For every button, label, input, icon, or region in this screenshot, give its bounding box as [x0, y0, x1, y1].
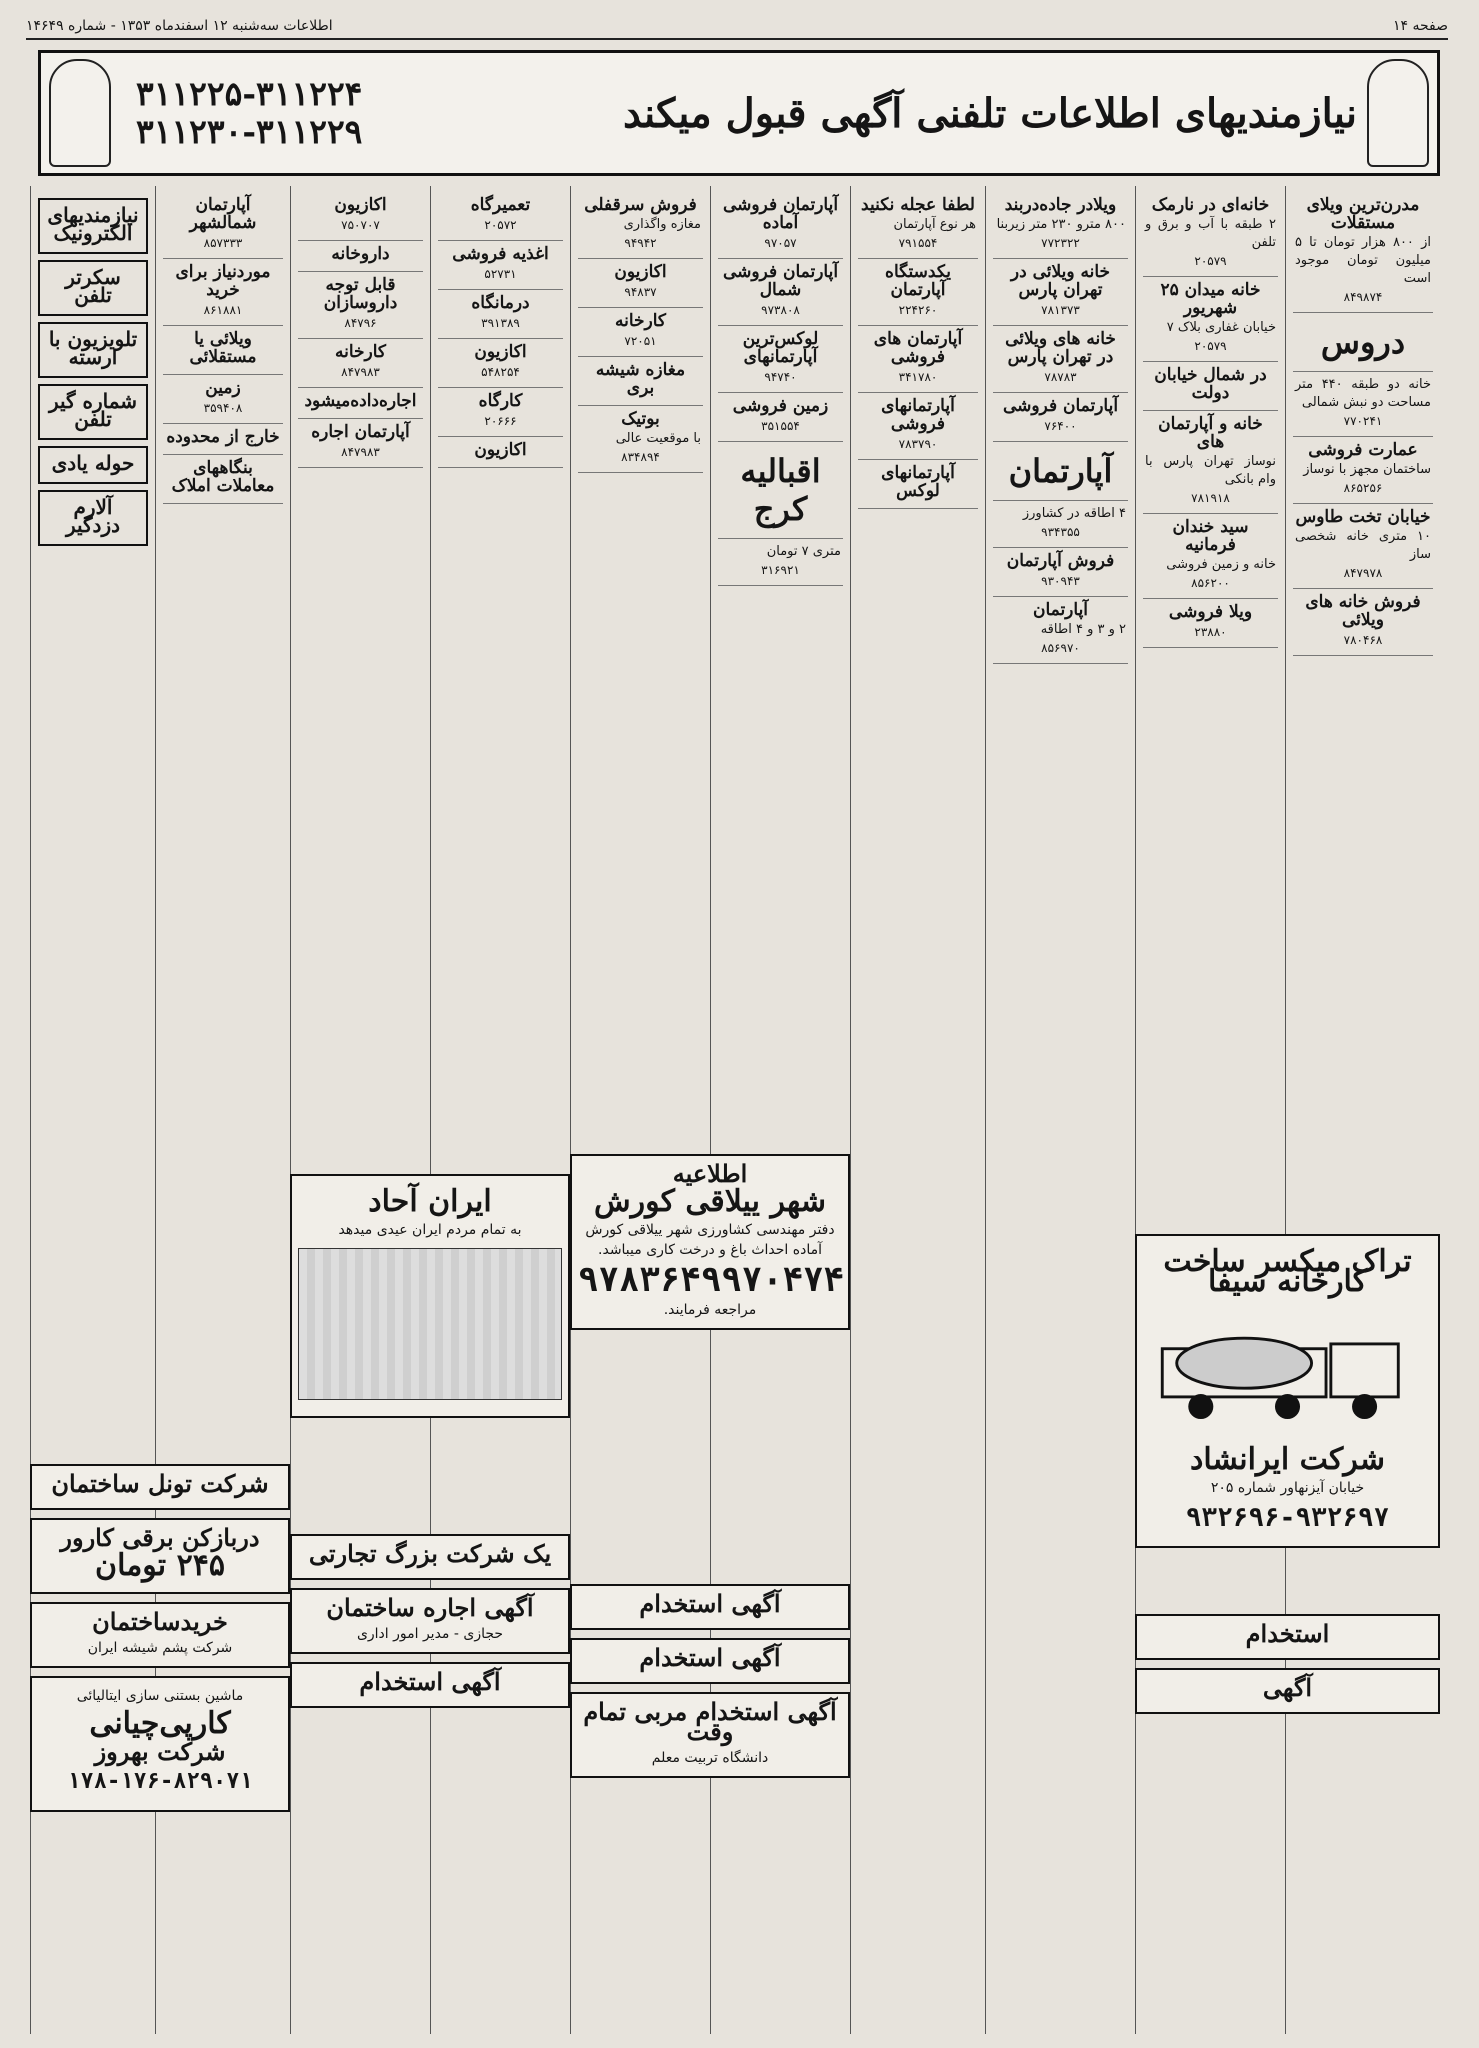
iran-ahad-title: ایران آحاد	[368, 1184, 492, 1219]
ad-7-6: اکازیون	[438, 437, 563, 468]
classifieds-banner	[38, 50, 1440, 176]
ad-2-1: خانه‌ای در نارمک ۲ طبقه با آب و برق و تلفن ۲۰۵۷۹	[1143, 192, 1278, 277]
newspaper-page	[26, 14, 1448, 2034]
ad-5-5-heading: اقبالیه کرج	[718, 442, 843, 539]
ad-9-2: موردنیاز برای خرید ۸۶۱۸۸۱	[163, 259, 283, 326]
ad-6-2: اکازیون ۹۴۸۳۷	[578, 259, 703, 308]
column-4	[850, 186, 985, 2034]
ad-7-1: تعمیرگاه ۲۰۵۷۲	[438, 192, 563, 241]
ad-1-2-heading: دروس	[1293, 313, 1433, 372]
ad-6-5: بوتیک با موقعیت عالی ۸۳۴۸۹۴	[578, 406, 703, 473]
cifa-truck-ad	[1135, 1226, 1440, 1556]
irshad-address: خیابان آیزنهاور شماره ۲۰۵	[1210, 1480, 1365, 1496]
ad-2-6: ویلا فروشی ۲۳۸۸۰	[1143, 599, 1278, 648]
ad-3-6: فروش آپارتمان ۹۳۰۹۴۳	[993, 548, 1128, 597]
ad-1-2: خانه دو طبقه ۴۴۰ متر مساحت دو نبش شمالی ۷۷۰۲۴۱	[1293, 372, 1433, 437]
hiring-title-3: آگهی استخدام	[639, 1643, 781, 1672]
teacher-hiring-title: آگهی استخدام مربی تمام وقت	[583, 1697, 837, 1746]
ad-8-2: داروخانه	[298, 241, 423, 272]
teacher-university: دانشگاه تربیت معلم	[651, 1750, 769, 1766]
rental-title: آگهی اجاره ساختمان	[326, 1593, 534, 1622]
ad-9-5: خارج از محدوده	[163, 424, 283, 455]
ad-8-1: اکازیون ۷۵۰۷۰۷	[298, 192, 423, 241]
ad-7-3: درمانگاه ۳۹۱۳۸۹	[438, 290, 563, 339]
ad-5-4: زمین فروشی ۳۵۱۵۵۴	[718, 393, 843, 442]
page-header	[26, 14, 1448, 40]
ad-6-3: کارخانه ۷۲۰۵۱	[578, 308, 703, 357]
kourosh-notice	[570, 1146, 850, 1338]
phones-line-2: ۳۱۱۲۳۰-۳۱۱۲۲۹	[136, 112, 363, 151]
ad-9-6: بنگاههای معاملات املاک	[163, 455, 283, 504]
ad-9-3: ویلائی یا مستقلائی	[163, 326, 283, 375]
hiring-title-1: آگهی استخدام	[359, 1667, 501, 1696]
column-8	[290, 186, 430, 2034]
iran-ahad-ad	[290, 1166, 570, 1426]
ad-6-4: مغازه شیشه بری	[578, 357, 703, 406]
hiring-right-title: استخدام	[1245, 1619, 1330, 1648]
phones-line-1: ۳۱۱۲۲۵-۳۱۱۲۲۴	[136, 74, 363, 113]
ad-3-5: ۴ اطاقه در کشاورز ۹۳۴۳۵۵	[993, 501, 1128, 548]
ad-1-1: مدرن‌ترین ویلای مستقلات از ۸۰۰ هزار تومان تا ۵ میلیون تومان موجود است ۸۴۹۸۷۴	[1293, 192, 1433, 313]
ad-2-3: در شمال خیابان دولت	[1143, 362, 1278, 411]
tunnel-title: شرکت تونل ساختمان	[51, 1469, 269, 1498]
towel-ad: حوله یادی	[38, 446, 148, 484]
truck-title: تراک میکسر ساخت کارخانه سیفا	[1163, 1244, 1412, 1299]
ad-3-2: خانه ویلائی در تهران پارس ۷۸۱۳۷۳	[993, 259, 1128, 326]
karvar-price: ۲۴۵ تومان	[95, 1548, 225, 1583]
classified-columns	[38, 186, 1440, 2034]
tv-ad: تلویزیون با ارسته	[38, 322, 148, 378]
hiring-title-2: آگهی استخدام	[639, 1589, 781, 1618]
ad-3-1: ویلادر جاده‌دربند ۸۰۰ مترو ۲۳۰ متر زیربنا ۷۷۲۳۲۲	[993, 192, 1128, 259]
column-1	[1285, 186, 1440, 2034]
ad-9-1: آپارتمان شمالشهر ۸۵۷۳۳۳	[163, 192, 283, 259]
kourosh-title: اطلاعیه	[672, 1159, 748, 1188]
page-number: صفحه ۱۴	[1392, 18, 1448, 34]
ad-3-5-heading: آپارتمان	[993, 442, 1128, 501]
ad-5-5: متری ۷ تومان ۳۱۶۹۲۱	[718, 539, 843, 586]
ad-3-7: آپارتمان ۲ و ۳ و ۴ اطاقه ۸۵۶۹۷۰	[993, 597, 1128, 664]
ad-4-1: لطفا عجله نکنید هر نوع آپارتمان ۷۹۱۵۵۴	[858, 192, 978, 259]
trading-company-ad	[290, 1526, 570, 1716]
ad-9-4: زمین ۳۵۹۴۰۸	[163, 375, 283, 424]
ad-6-1: فروش سرقفلی مغازه واگذاری ۹۴۹۴۲	[578, 192, 703, 259]
truck-mixer-icon	[1143, 1308, 1432, 1428]
kourosh-foot: مراجعه فرمایند.	[663, 1302, 757, 1318]
ad-4-2: یکدستگاه آپارتمان ۲۲۴۲۶۰	[858, 259, 978, 326]
column-3	[985, 186, 1135, 2034]
ad-4-3: آپارتمان های فروشی ۳۴۱۷۸۰	[858, 326, 978, 393]
building-illustration-icon	[298, 1248, 562, 1400]
ad-8-4: کارخانه ۸۴۷۹۸۳	[298, 339, 423, 388]
secretary-phone-ad: سکرتر تلفن	[38, 260, 148, 316]
ad-2-4: خانه و آپارتمان های نوساز تهران پارس با وام بانکی ۷۸۱۹۱۸	[1143, 411, 1278, 514]
carpigiani-title: کارپی‌چیانی	[89, 1706, 231, 1741]
ad-7-5: کارگاه ۲۰۶۶۶	[438, 388, 563, 437]
karvar-title: دربازکن برقی کارور	[60, 1523, 260, 1552]
ad-8-3: قابل توجه داروسازان ۸۴۷۹۶	[298, 272, 423, 339]
behrouz-phone: ۱۷۸-۱۷۶-۸۲۹۰۷۱	[67, 1769, 253, 1794]
left-lower-ads	[30, 1456, 290, 1820]
ad-1-5: فروش خانه های ویلائی ۷۸۰۴۶۸	[1293, 589, 1433, 656]
carpigiani-sub: ماشین بستنی سازی ایتالیائی	[76, 1688, 244, 1704]
ad-5-3: لوکس‌ترین آپارتمانهای ۹۴۷۴۰	[718, 326, 843, 393]
buy-building-title: خریدساختمان	[92, 1607, 228, 1636]
ad-7-4: اکازیون ۵۴۸۲۵۴	[438, 339, 563, 388]
hejazi-sign: حجازی - مدیر امور اداری	[356, 1626, 504, 1642]
ad-4-5: آپارتمانهای لوکس	[858, 460, 978, 509]
iran-ahad-sub: به تمام مردم ایران عیدی میدهد	[338, 1222, 522, 1238]
column-2	[1135, 186, 1285, 2034]
ad-2-5: سید خندان فرمانیه خانه و زمین فروشی ۸۵۶۲۰۰	[1143, 514, 1278, 599]
trading-title: یک شرکت بزرگ تجارتی	[308, 1539, 552, 1568]
hiring-ads	[570, 1576, 850, 1786]
ad-1-4: خیابان تخت طاوس ۱۰ متری خانه شخصی ساز ۸۴۷۹۷۸	[1293, 504, 1433, 589]
behrouz-name: شرکت بهروز	[94, 1737, 226, 1766]
kourosh-name: شهر ییلاقی کورش	[594, 1184, 826, 1219]
ad-5-2: آپارتمان فروشی شمال ۹۷۳۸۰۸	[718, 259, 843, 326]
ad-3-4: آپارتمان فروشی ۷۶۴۰۰	[993, 393, 1128, 442]
ad-8-6: آپارتمان اجاره ۸۴۷۹۸۳	[298, 419, 423, 468]
electronic-ad: نیازمندیهای الکترونیک	[38, 198, 148, 254]
alarm-ad: آلارم دزدگیر	[38, 490, 148, 546]
woman-figure-icon	[49, 59, 111, 167]
column-7	[430, 186, 570, 2034]
ad-7-2: اغذیه فروشی ۵۲۷۳۱	[438, 241, 563, 290]
ad-5-1: آپارتمان فروشی آماده ۹۷۰۵۷	[718, 192, 843, 259]
ad-3-3: خانه های ویلائی در تهران پارس ۷۸۷۸۳	[993, 326, 1128, 393]
kourosh-phones: ۹۷۸۳۶۴۹۹۷۰۴۷۴	[578, 1260, 845, 1300]
irshad-title: شرکت ایرانشاد	[1189, 1442, 1386, 1477]
issue-info: اطلاعات سه‌شنبه ۱۲ اسفندماه ۱۳۵۳ - شماره ۱۴۶۴۹	[26, 18, 333, 34]
kourosh-body: دفتر مهندسی کشاورزی شهر ییلاقی کورش آماده احداث باغ و درخت کاری میباشد.	[585, 1222, 835, 1258]
estekhdam-right	[1135, 1606, 1440, 1722]
ad-1-3: عمارت فروشی ساختمان مجهز با نوساز ۸۶۵۲۵۶	[1293, 437, 1433, 504]
dialer-ad: شماره گیر تلفن	[38, 384, 148, 440]
ad-8-5: اجاره‌داده‌میشود	[298, 388, 423, 419]
ad-4-4: آپارتمانهای فروشی ۷۸۳۷۹۰	[858, 393, 978, 460]
family-figure-icon	[1367, 59, 1429, 167]
notice-title: آگهی	[1262, 1673, 1313, 1702]
banner-headline: نیازمندیهای اطلاعات تلفنی آگهی قبول میکند	[623, 89, 1357, 137]
glass-wool-company: شرکت پشم شیشه ایران	[87, 1640, 233, 1656]
irshad-phone: ۹۳۲۶۹۶-۹۳۲۶۹۷	[1185, 1503, 1390, 1533]
ad-2-2: خانه میدان ۲۵ شهریور خیابان غفاری بلاک ۷ ۲۰۵۷۹	[1143, 277, 1278, 362]
banner-phones	[136, 75, 362, 151]
